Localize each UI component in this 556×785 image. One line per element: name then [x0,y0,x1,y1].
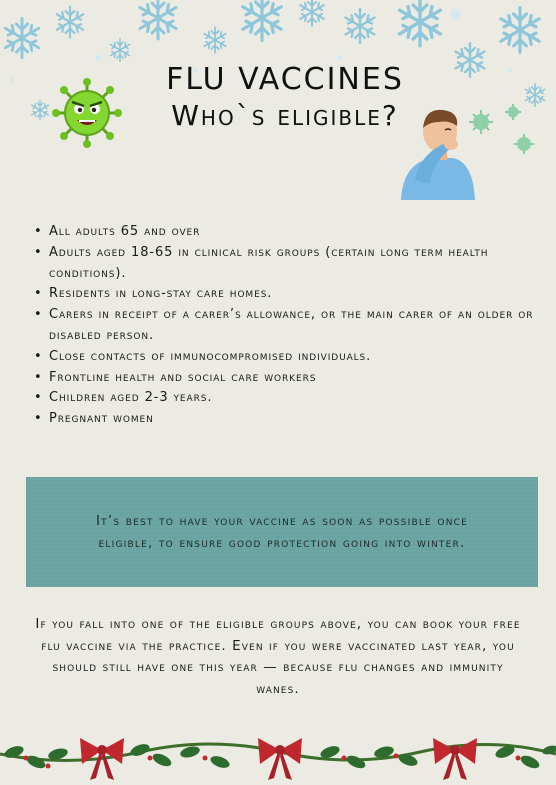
snowflake-icon [140,0,176,39]
snowflake-icon [400,0,441,46]
snowflake-icon [456,43,485,77]
list-item: • All adults 65 and over [34,222,544,243]
snowflake-icon [243,0,281,40]
callout-box [26,477,538,587]
snowflake-icon [5,18,39,57]
snowflake-icon [204,27,226,52]
list-item: • Frontline health and social care workers [34,368,544,389]
snowflake-icon [501,8,539,53]
page-subtitle: Who`s eligible? [171,99,399,132]
snowflake-icon [57,7,83,38]
holly-garland [0,728,556,785]
list-item: • Children aged 2-3 years. [34,388,544,409]
virus-icon [52,78,122,148]
list-item: • Pregnant women [34,409,544,430]
list-item: • Residents in long-stay care homes. [34,284,544,305]
coughing-person-icon [393,100,543,200]
snowflake-icon [300,0,324,26]
closing-paragraph: If you fall into one of the eligible groups above, you can book your free flu vaccine via the practice. Even if you were vaccinated last year, you should still have one this year — because flu changes and immunity wanes. [35,616,521,697]
snowflake-icon [110,39,129,61]
red-bow-icon [433,738,477,780]
list-item: • Carers in receipt of a carer’s allowance, or the main carer of an older or disabled person. [34,305,544,347]
snowflake-icon [346,9,375,43]
red-bow-icon [258,738,302,780]
callout-text: It’s best to have your vaccine as soon as possible once eligible, to ensure good protection going into winter. [96,513,468,551]
list-item: • Close contacts of immunocompromised individuals. [34,347,544,368]
list-item: • Adults aged 18-65 in clinical risk groups (certain long term health conditions). [34,243,544,285]
eligible-groups-list [34,222,544,430]
snowflake-icon [32,100,49,120]
page-title: FLU VACCINES [166,62,404,97]
